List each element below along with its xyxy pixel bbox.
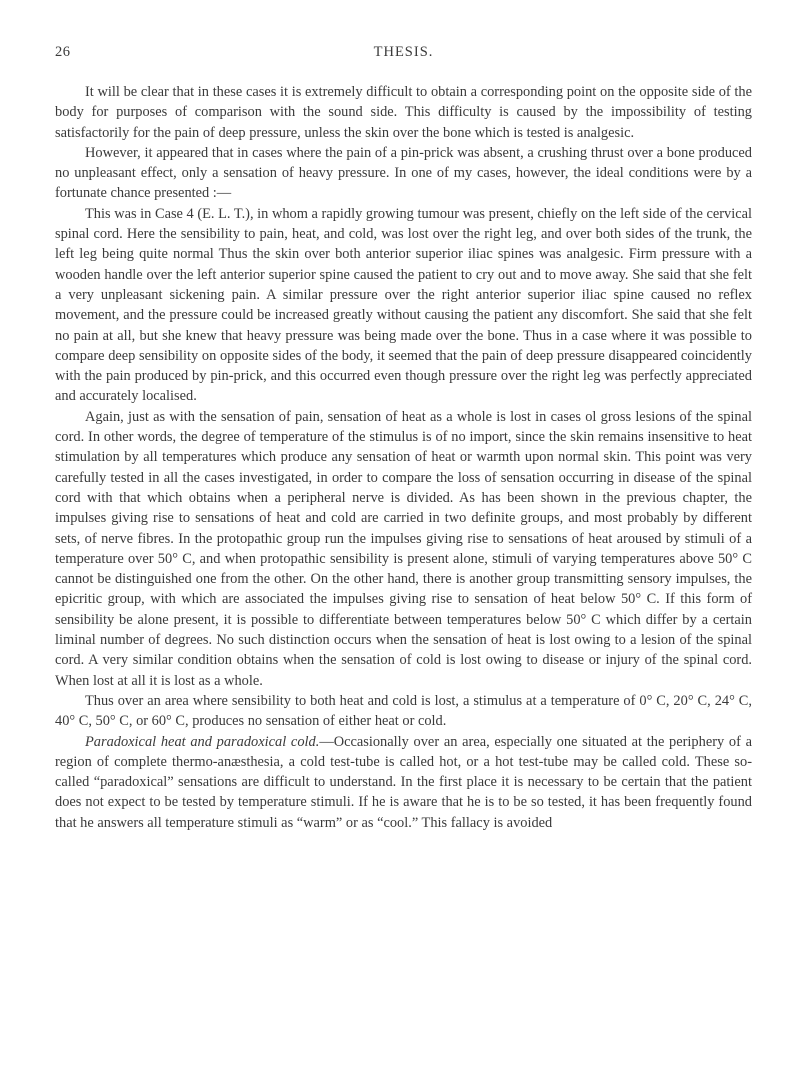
book-page <box>55 44 752 833</box>
paragraph: However, it appeared that in cases where the pain of a pin-prick was absent, a crushing thrust over a bone produced no unpleasant effect, only a sensation of heavy pressure. In one of my cases, however, the ideal conditions were by a fortunate chance presented :— <box>55 144 752 202</box>
paragraph: This was in Case 4 (E. L. T.), in whom a rapidly growing tumour was present, chiefly on the left side of the cervical spinal cord. Here the sensibility to pain, heat, and cold, was lost over the right leg, and over both sides of the trunk, the left leg being quite normal Thus the skin over both anterior superior iliac spines was analgesic. Firm pressure with a wooden handle over the left anterior superior spine caused the patient to cry out and to move away. She said that she felt a very unpleasant sickening pain. A similar pressure over the right anterior superior iliac spine caused no reflex movement, and the pressure could be increased greatly without causing the patient any discomfort. She said that she felt no pain at all, but she knew that heavy pressure was being made over the bone. Thus in a case where it was possible to compare deep sensibility on opposite sides of the body, it seemed that the pain of deep pressure disappeared coincidently with the pain produced by pin-prick, and this occurred even though pressure over the right leg was perfectly appreciated and accurately localised. <box>55 205 752 405</box>
paragraph <box>55 732 752 833</box>
running-head <box>55 44 752 68</box>
paragraph: Thus over an area where sensibility to both heat and cold is lost, a stimulus at a temperature of 0° C, 20° C, 24° C, 40° C, 50° C, or 60° C, produces no sensation of either heat or cold. <box>55 692 752 730</box>
paragraph: Again, just as with the sensation of pain, sensation of heat as a whole is lost in cases ol gross lesions of the spinal cord. In other words, the degree of temperature of the stimulus is of no import, since the skin remains insensitive to heat stimulation by all temperatures which produce any sensation of heat or warmth upon normal skin. This point was very carefully tested in all the cases investigated, in order to compare the loss of sensation occurring in disease of the spinal cord with that which obtains when a peripheral nerve is divided. As has been shown in the previous chapter, the impulses giving rise to sensations of heat and cold are carried in two definite groups, and most probably by different sets, of nerve fibres. In the protopathic group run the impulses giving rise to sensations of heat aroused by stimuli of a temperature over 50° C, and when protopathic sensibility is present alone, stimuli of varying temperatures above 50° C cannot be distinguished one from the other. On the other hand, there is another group transmitting sensory impulses, the epicritic group, with which are associated the impulses giving rise to sensation of heat below 50° C. If this form of sensibility be alone present, it is possible to differentiate between temperatures below 50° C which differ by a certain liminal number of degrees. No such distinction occurs when the sensation of heat is lost owing to a lesion of the spinal cord. A very similar condition obtains when the sensation of cold is lost owing to disease or injury of the spinal cord. When lost at all it is lost as a whole. <box>55 408 752 689</box>
body-text <box>55 82 752 833</box>
section-subheading: Paradoxical heat and paradoxical cold. <box>85 733 320 750</box>
paragraph: It will be clear that in these cases it is extremely difficult to obtain a corresponding point on the opposite side of the body for purposes of comparison with the sound side. This difficulty is caused by the impossibility of testing satisfactorily for the pain of deep pressure, unless the skin over the bone which is tested is analgesic. <box>55 84 752 141</box>
paragraph-text: —Occasionally over an area, especially one situated at the periphery of a region of complete thermo-anæsthesia, a cold test-tube is called hot, or a hot test-tube may be called cold. These so-called “paradoxical” sensations are difficult to understand. In the first place it is necessary to be certain that the patient does not expect to be tested by temperature stimuli. If he is aware that he is to be so tested, it has been frequently found that he answers all temperature stimuli as “warm” or as “cool.” This fallacy is avoided <box>55 733 753 831</box>
page-number: 26 <box>55 44 71 60</box>
running-title: THESIS. <box>373 44 434 60</box>
